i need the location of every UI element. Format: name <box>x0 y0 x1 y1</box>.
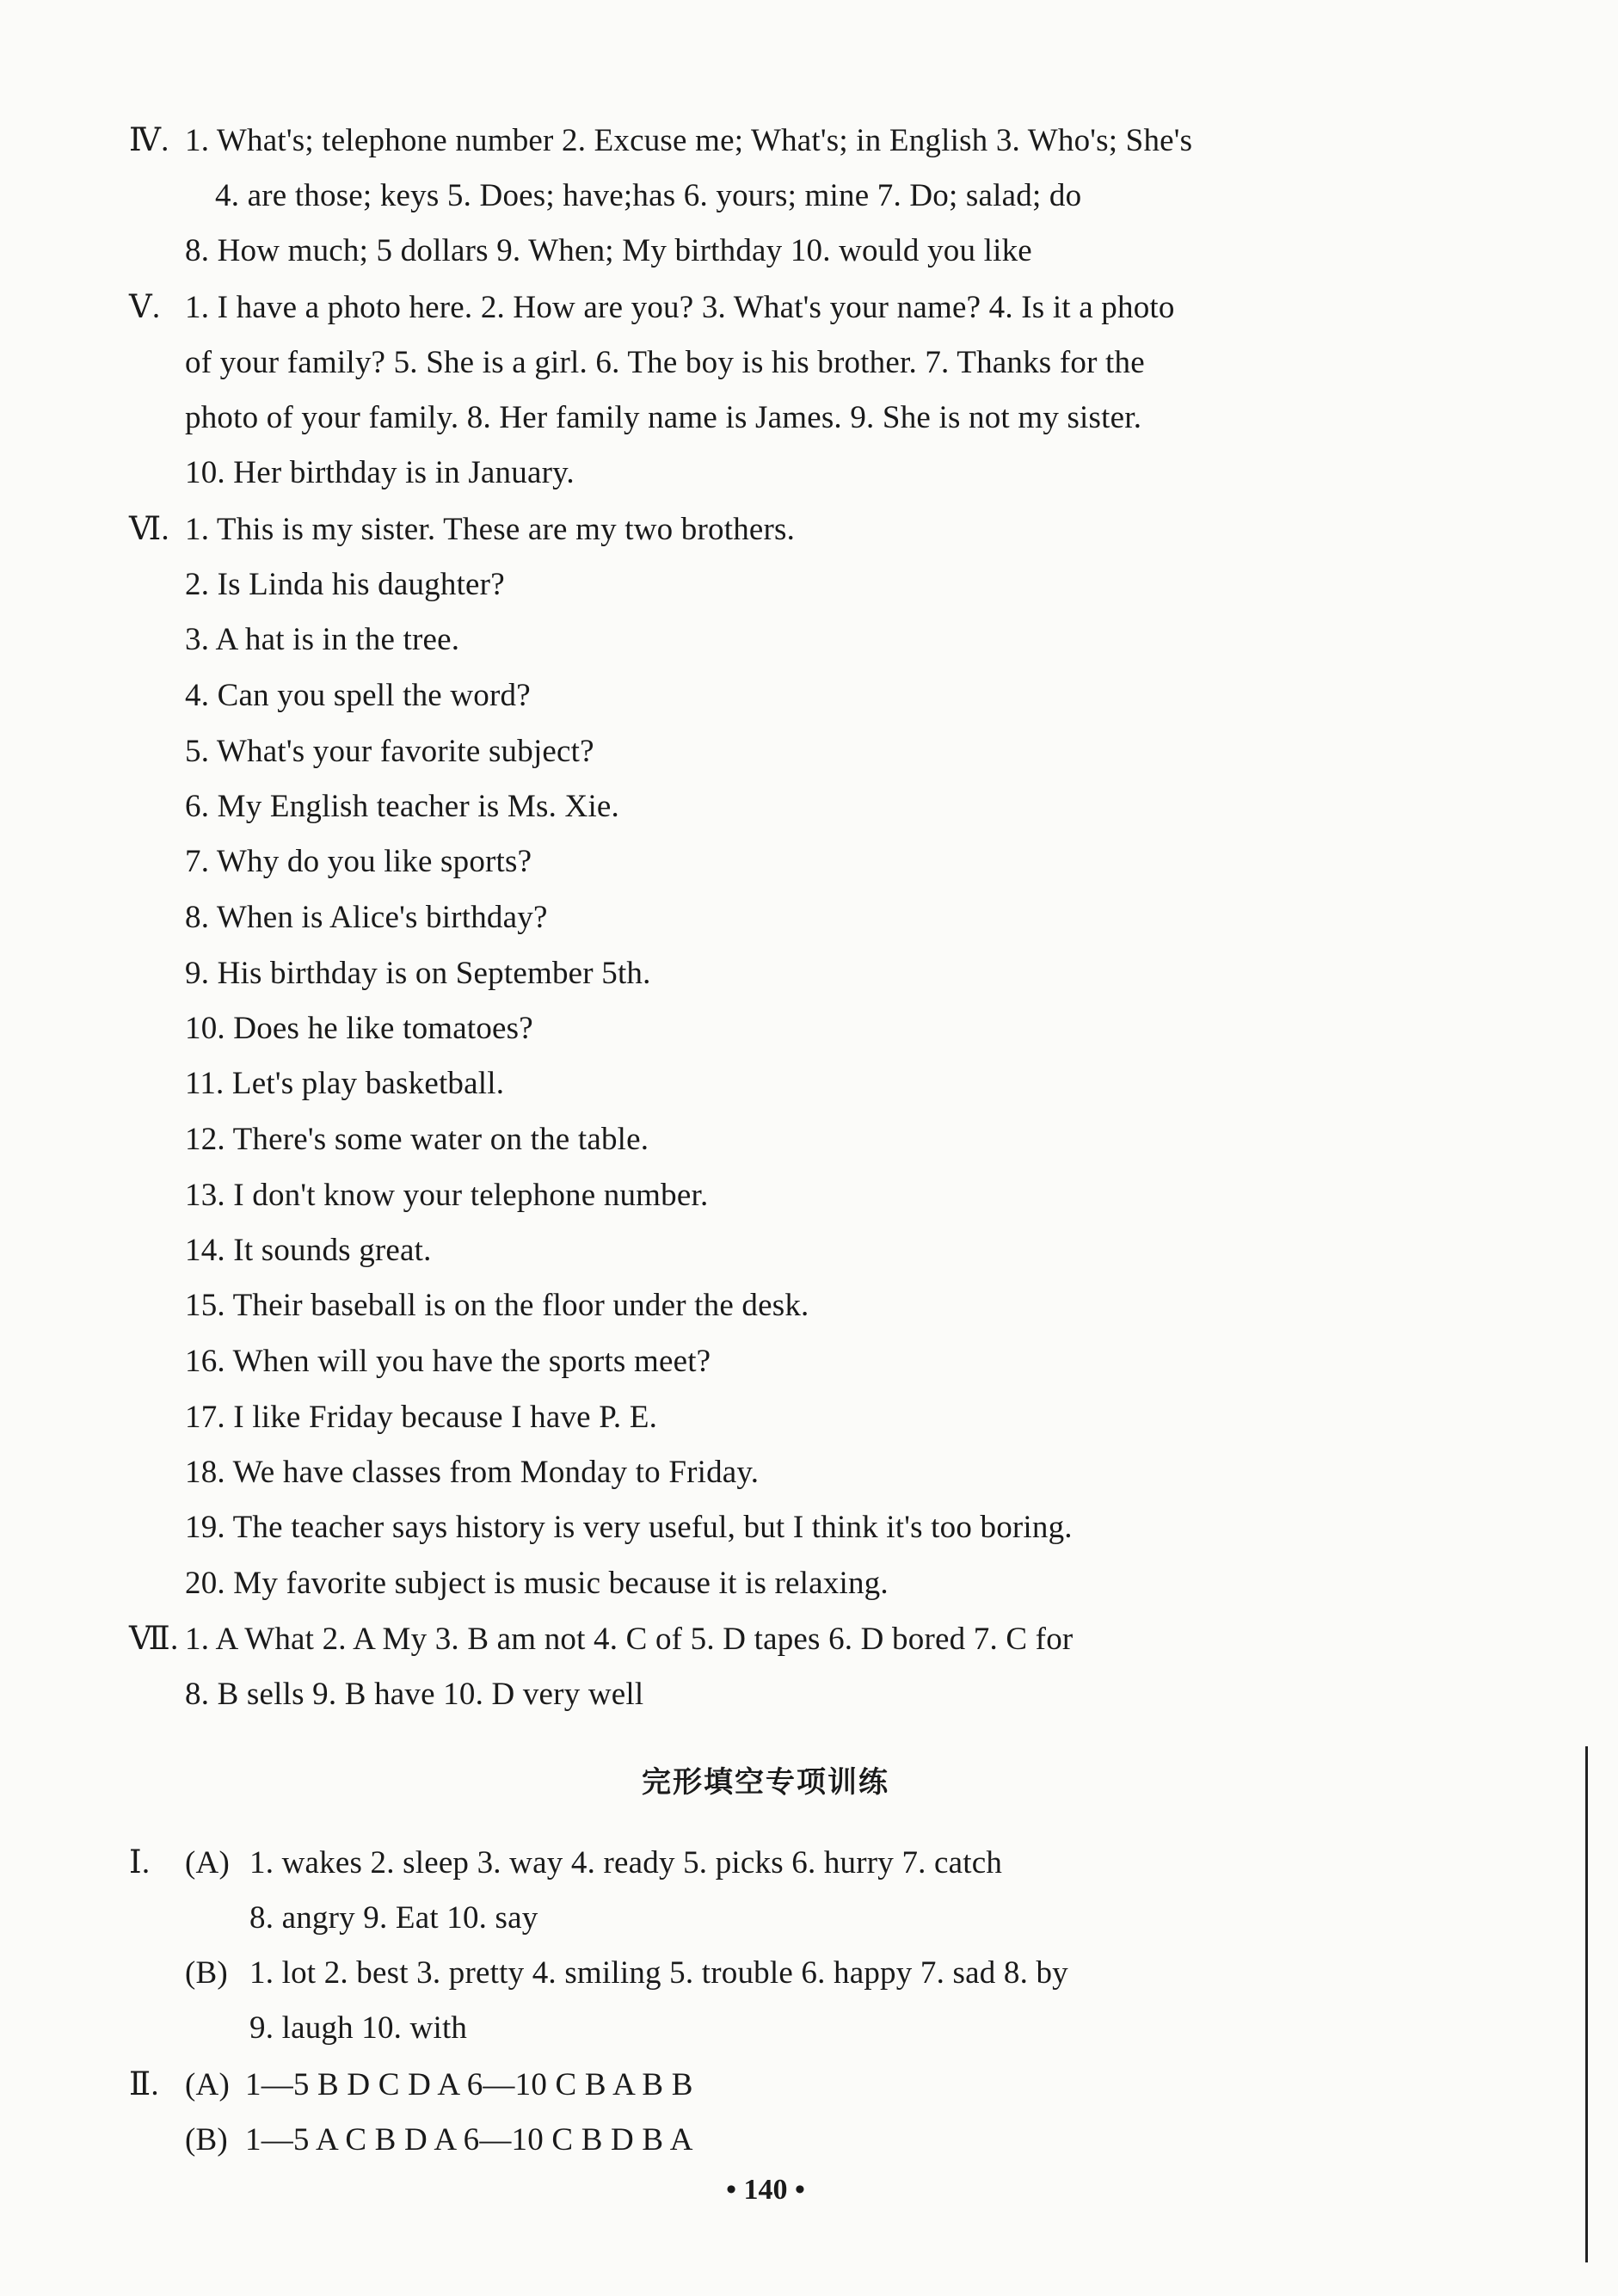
cloze-ii-numeral: Ⅱ. <box>129 2067 159 2102</box>
section-vi-item-20: 20. My favorite subject is music because it is relaxing. <box>185 1566 889 1601</box>
section-vi-item-9: 9. His birthday is on September 5th. <box>185 956 651 991</box>
section-vi-item-16: 16. When will you have the sports meet? <box>185 1344 711 1379</box>
section-vi-item-2: 2. Is Linda his daughter? <box>185 567 505 602</box>
cloze-i-numeral: Ⅰ. <box>129 1845 151 1881</box>
section-vi-item-5: 5. What's your favorite subject? <box>185 734 594 769</box>
section-vi-item-10: 10. Does he like tomatoes? <box>185 1011 533 1046</box>
section-vi-item-17: 17. I like Friday because I have P. E. <box>185 1400 658 1435</box>
cloze-section-heading: 完形填空专项训练 <box>642 1765 889 1800</box>
section-v-line-2: of your family? 5. She is a girl. 6. The boy is his brother. 7. Thanks for the <box>185 345 1145 380</box>
section-vi-item-3: 3. A hat is in the tree. <box>185 622 460 657</box>
section-vii-numeral: Ⅶ. <box>129 1622 179 1657</box>
cloze-i-b-line-2: 9. laugh 10. with <box>249 2010 468 2046</box>
section-vi-item-6: 6. My English teacher is Ms. Xie. <box>185 789 619 824</box>
page-edge-line <box>1585 1746 1588 2262</box>
section-vi-item-1: 1. This is my sister. These are my two brothers. <box>185 512 796 547</box>
cloze-i-a-line-1: 1. wakes 2. sleep 3. way 4. ready 5. picks 6. hurry 7. catch <box>249 1845 1003 1881</box>
cloze-i-b-line-1: 1. lot 2. best 3. pretty 4. smiling 5. trouble 6. happy 7. sad 8. by <box>249 1955 1068 1991</box>
section-iv-line-2: 4. are those; keys 5. Does; have;has 6. yours; mine 7. Do; salad; do <box>215 178 1082 213</box>
section-vi-item-4: 4. Can you spell the word? <box>185 678 531 713</box>
cloze-ii-b-line: 1—5 A C B D A 6—10 C B D B A <box>245 2122 693 2158</box>
cloze-ii-a-line: 1—5 B D C D A 6—10 C B A B B <box>245 2067 693 2102</box>
cloze-ii-a-label: (A) <box>185 2067 230 2102</box>
section-v-line-4: 10. Her birthday is in January. <box>185 455 575 490</box>
section-iv-line-3: 8. How much; 5 dollars 9. When; My birthday 10. would you like <box>185 233 1032 268</box>
section-vi-item-19: 19. The teacher says history is very useful, but I think it's too boring. <box>185 1510 1073 1545</box>
cloze-i-a-label: (A) <box>185 1845 230 1881</box>
section-vi-item-8: 8. When is Alice's birthday? <box>185 900 548 935</box>
section-vi-item-18: 18. We have classes from Monday to Friday. <box>185 1455 760 1490</box>
section-vi-item-12: 12. There's some water on the table. <box>185 1122 649 1157</box>
section-v-line-1: 1. I have a photo here. 2. How are you? 3. What's your name? 4. Is it a photo <box>185 290 1175 325</box>
page-number: • 140 • <box>726 2174 805 2206</box>
section-v-numeral: Ⅴ. <box>129 290 161 325</box>
cloze-i-a-line-2: 8. angry 9. Eat 10. say <box>249 1900 538 1936</box>
cloze-i-b-label: (B) <box>185 1955 228 1991</box>
section-vi-item-7: 7. Why do you like sports? <box>185 844 532 879</box>
cloze-ii-b-label: (B) <box>185 2122 228 2158</box>
section-iv-numeral: Ⅳ. <box>129 123 169 158</box>
section-iv-line-1: 1. What's; telephone number 2. Excuse me; What's; in English 3. Who's; She's <box>185 123 1193 158</box>
section-vii-line-2: 8. B sells 9. B have 10. D very well <box>185 1677 644 1712</box>
section-vi-item-11: 11. Let's play basketball. <box>185 1066 505 1101</box>
section-vi-item-13: 13. I don't know your telephone number. <box>185 1178 709 1213</box>
section-v-line-3: photo of your family. 8. Her family name is James. 9. She is not my sister. <box>185 400 1142 435</box>
section-vi-numeral: Ⅵ. <box>129 512 169 547</box>
section-vi-item-15: 15. Their baseball is on the floor under the desk. <box>185 1288 809 1323</box>
section-vi-item-14: 14. It sounds great. <box>185 1233 432 1268</box>
section-vii-line-1: 1. A What 2. A My 3. B am not 4. C of 5. D tapes 6. D bored 7. C for <box>185 1622 1074 1657</box>
